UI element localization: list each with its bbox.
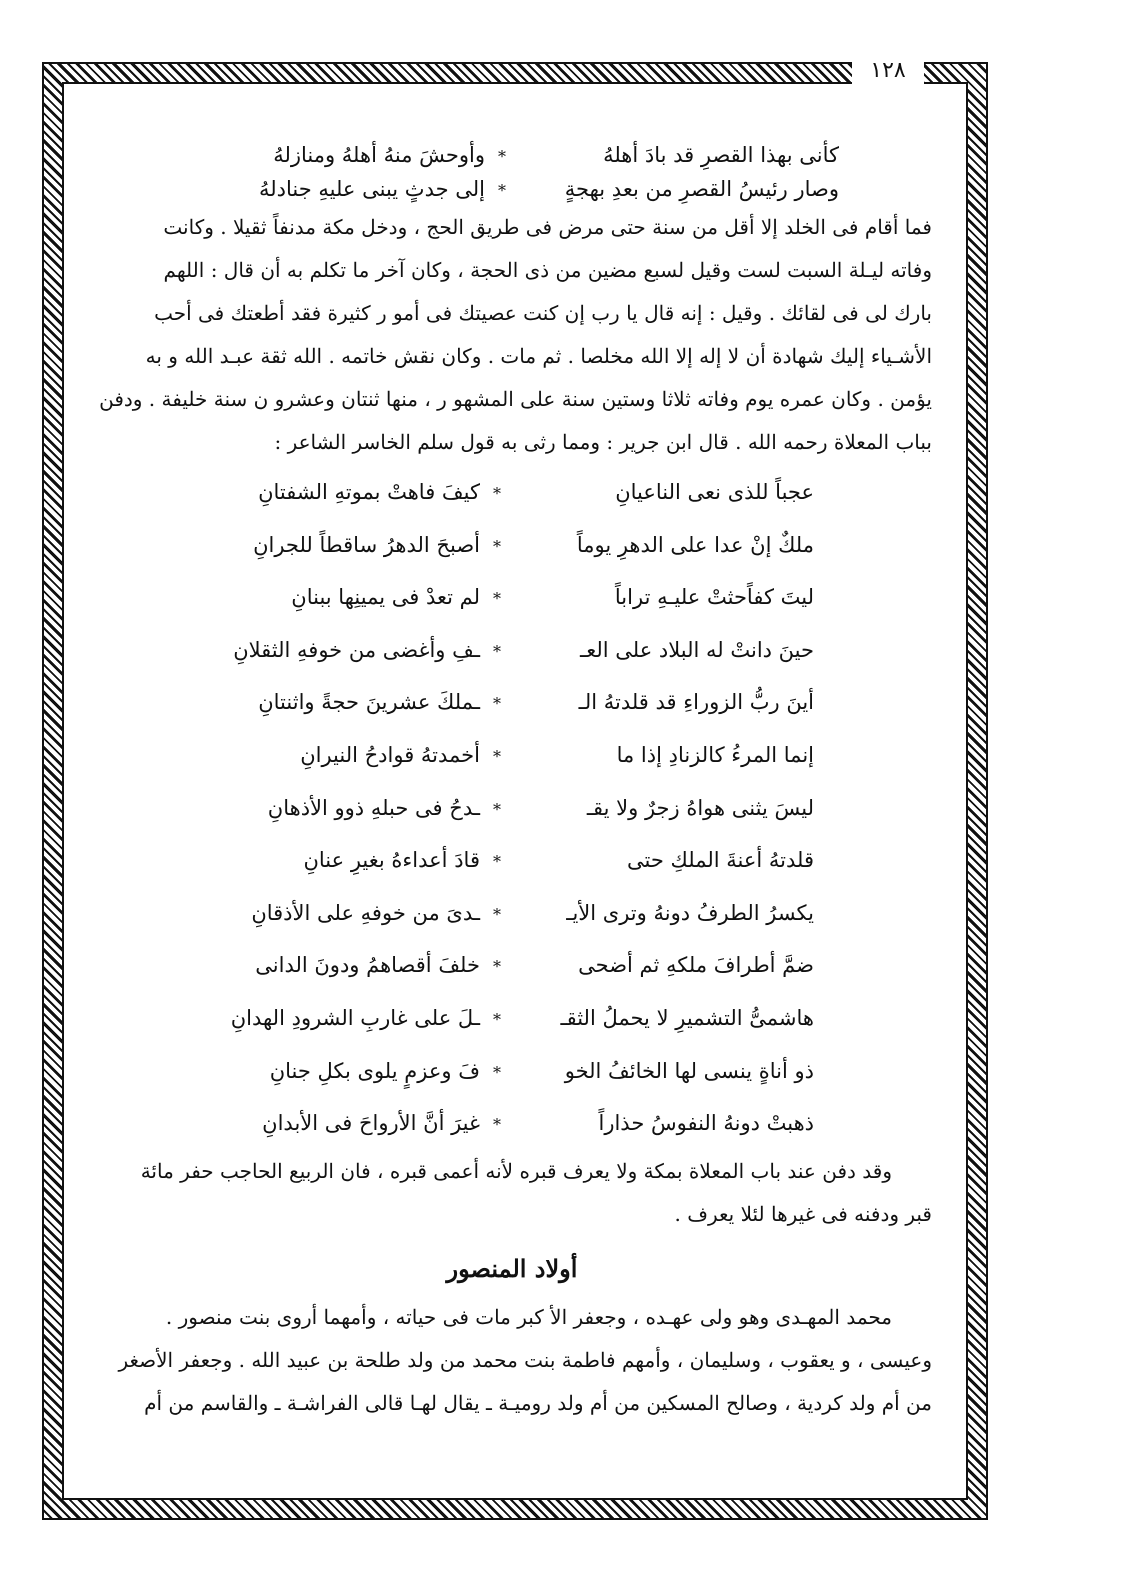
hemistich-second: ـدىَ من خوفهِ على الأذقانِ xyxy=(251,900,480,925)
hemistich-first: حينَ دانتْ له البلاد على العـ xyxy=(580,637,814,662)
text-line: قبر ودفنه فى غيرها لئلا يعرف . xyxy=(674,1201,932,1226)
hemistich-second: قادَ أعداءهُ بغيرِ عنانِ xyxy=(303,848,480,873)
hemistich-second: وأوحشَ منهُ أهلهُ ومنازلهُ xyxy=(273,143,485,167)
verse-line xyxy=(92,729,932,782)
hemistich-second: ـدحُ فى حبلهِ ذوو الأذهانِ xyxy=(267,795,480,820)
hemistich-second: ـفِ وأغضى من خوفهِ الثقلانِ xyxy=(233,637,480,662)
page-number: ١٢٨ xyxy=(852,56,924,86)
verse-separator: * xyxy=(493,1009,501,1029)
verse-line xyxy=(92,138,932,172)
verse-line xyxy=(92,571,932,624)
hemistich-second: كيفَ فاهتْ بموتهِ الشفتانِ xyxy=(258,480,480,504)
verse-separator: * xyxy=(493,957,501,977)
verse-separator: * xyxy=(493,641,501,661)
paragraph-burial xyxy=(92,1150,932,1236)
hemistich-first: وصار رئيسُ القصرِ من بعدِ بهجةٍ xyxy=(564,177,839,201)
hemistich-first: قلدتهُ أعنةَ الملكِ حتى xyxy=(627,848,814,873)
verse-line xyxy=(92,676,932,729)
verse-line xyxy=(92,172,932,206)
hemistich-first: ضمَّ أطرافَ ملكهِ ثم أضحى xyxy=(578,953,814,978)
verse-line xyxy=(92,1097,932,1150)
hemistich-first: إنما المرءُ كالزنادِ إذا ما xyxy=(616,742,814,767)
elegy-poem xyxy=(92,466,932,1150)
text-line: وعيسى ، و يعقوب ، وسليمان ، وأمهم فاطمة بنت محمد من ولد طلحة بن عبيد الله . وجعفر الأصغر xyxy=(118,1347,932,1372)
verse-line xyxy=(92,834,932,887)
hemistich-second: ـملكَ عشرينَ حجةً واثنتانِ xyxy=(258,690,480,715)
hemistich-second: أصبحَ الدهرُ ساقطاً للجرانِ xyxy=(253,532,480,557)
section-heading: أولاد المنصور xyxy=(446,1253,578,1283)
verse-separator: * xyxy=(493,799,501,819)
verse-separator: * xyxy=(493,904,501,924)
verse-line xyxy=(92,1045,932,1098)
text-line: وفاته ليـلة السبت لست وقيل لسبع مضين من ذى الحجة ، وكان آخر ما تكلم به أن قال : اللهم xyxy=(163,258,932,282)
page-content xyxy=(92,128,932,1498)
hemistich-second: غيرَ أنَّ الأرواحَ فى الأبدانِ xyxy=(262,1111,480,1136)
text-line: بارك لى فى لقائك . وقيل : إنه قال يا رب إن كنت عصيتك فى أمو ر كثيرة فقد أطعتك فى أحب xyxy=(154,301,932,325)
hemistich-first: ملكٌ إنْ عدا على الدهرِ يوماً xyxy=(576,532,814,557)
hemistich-second: ـلَ على غاربِ الشرودِ الهدانِ xyxy=(230,1005,480,1030)
hemistich-first: عجباً للذى نعى الناعيانِ xyxy=(615,480,814,504)
paragraph-children xyxy=(92,1296,932,1425)
hemistich-second: خلفَ أقصاهمُ ودونَ الدانى xyxy=(255,953,480,978)
verse-separator: * xyxy=(493,484,501,503)
hemistich-first: هاشمىُّ التشميرِ لا يحملُ الثقـ xyxy=(560,1005,814,1030)
hemistich-first: كأنى بهذا القصرِ قد بادَ أهلهُ xyxy=(603,143,839,167)
verse-line xyxy=(92,782,932,835)
hemistich-first: ذو أناةٍ ينسى لها الخائفُ الخو xyxy=(564,1058,814,1083)
verse-separator: * xyxy=(498,147,506,166)
verse-separator: * xyxy=(493,536,501,556)
hemistich-second: لم تعدْ فى يمينِها ببنانِ xyxy=(291,585,480,610)
hemistich-first: أينَ ربُّ الزوراءِ قد قلدتهُ الـ xyxy=(578,690,814,715)
verse-line xyxy=(92,519,932,572)
hemistich-first: ليسَ يثنى هواهُ زجرٌ ولا يقـ xyxy=(586,795,814,820)
verse-line xyxy=(92,887,932,940)
hemistich-second: فَ وعزمٍ يلوى بكلِ جنانِ xyxy=(269,1058,480,1083)
hemistich-first: ذهبتْ دونهُ النفوسُ حذاراً xyxy=(598,1111,814,1136)
verse-separator: * xyxy=(493,694,501,714)
text-line: فما أقام فى الخلد إلا أقل من سنة حتى مرض فى طريق الحج ، ودخل مكة مدنفاً ثقيلا . وكانت xyxy=(163,215,932,239)
verse-separator: * xyxy=(493,1115,501,1135)
verse-line xyxy=(92,624,932,677)
hemistich-first: يكسرُ الطرفُ دونهُ وترى الأيـ xyxy=(566,900,814,925)
text-line: الأشـياء إليك شهادة أن لا إله إلا الله مخلصا . ثم مات . وكان نقش خاتمه . الله ثقة عبـد الله و به xyxy=(145,344,932,368)
verse-line xyxy=(92,992,932,1045)
opening-verses xyxy=(92,138,932,206)
hemistich-second: إلى جدثٍ يبنى عليهِ جنادلهُ xyxy=(258,177,485,201)
verse-separator: * xyxy=(493,589,501,609)
hemistich-second: أخمدتهُ قوادحُ النيرانِ xyxy=(300,742,480,767)
hemistich-first: ليتَ كفاًحثتْ عليـهِ تراباً xyxy=(614,585,814,610)
text-line: بباب المعلاة رحمه الله . قال ابن جرير : ومما رثى به قول سلم الخاسر الشاعر : xyxy=(274,430,932,454)
text-line: يؤمن . وكان عمره يوم وفاته ثلاثا وستين سنة على المشهو ر ، منها ثنتان وعشرو ن سنة خليفة . ودفن xyxy=(99,387,932,411)
verse-line xyxy=(92,466,932,519)
verse-separator: * xyxy=(493,746,501,766)
paragraph-death-of-mansur xyxy=(92,206,932,464)
text-line: وقد دفن عند باب المعلاة بمكة ولا يعرف قبره لأنه أعمى قبره ، فان الربيع الحاجب حفر مائة xyxy=(140,1158,892,1183)
verse-separator: * xyxy=(493,852,501,872)
verse-separator: * xyxy=(498,181,506,200)
text-line: من أم ولد كردية ، وصالح المسكين من أم ولد روميـة ـ يقال لهـا قالى الفراشـة ـ والقاسم من أم xyxy=(144,1390,932,1415)
text-line: محمد المهـدى وهو ولى عهـده ، وجعفر الأ كبر مات فى حياته ، وأمهما أروى بنت منصور . xyxy=(165,1304,892,1329)
verse-line xyxy=(92,939,932,992)
verse-separator: * xyxy=(493,1062,501,1082)
